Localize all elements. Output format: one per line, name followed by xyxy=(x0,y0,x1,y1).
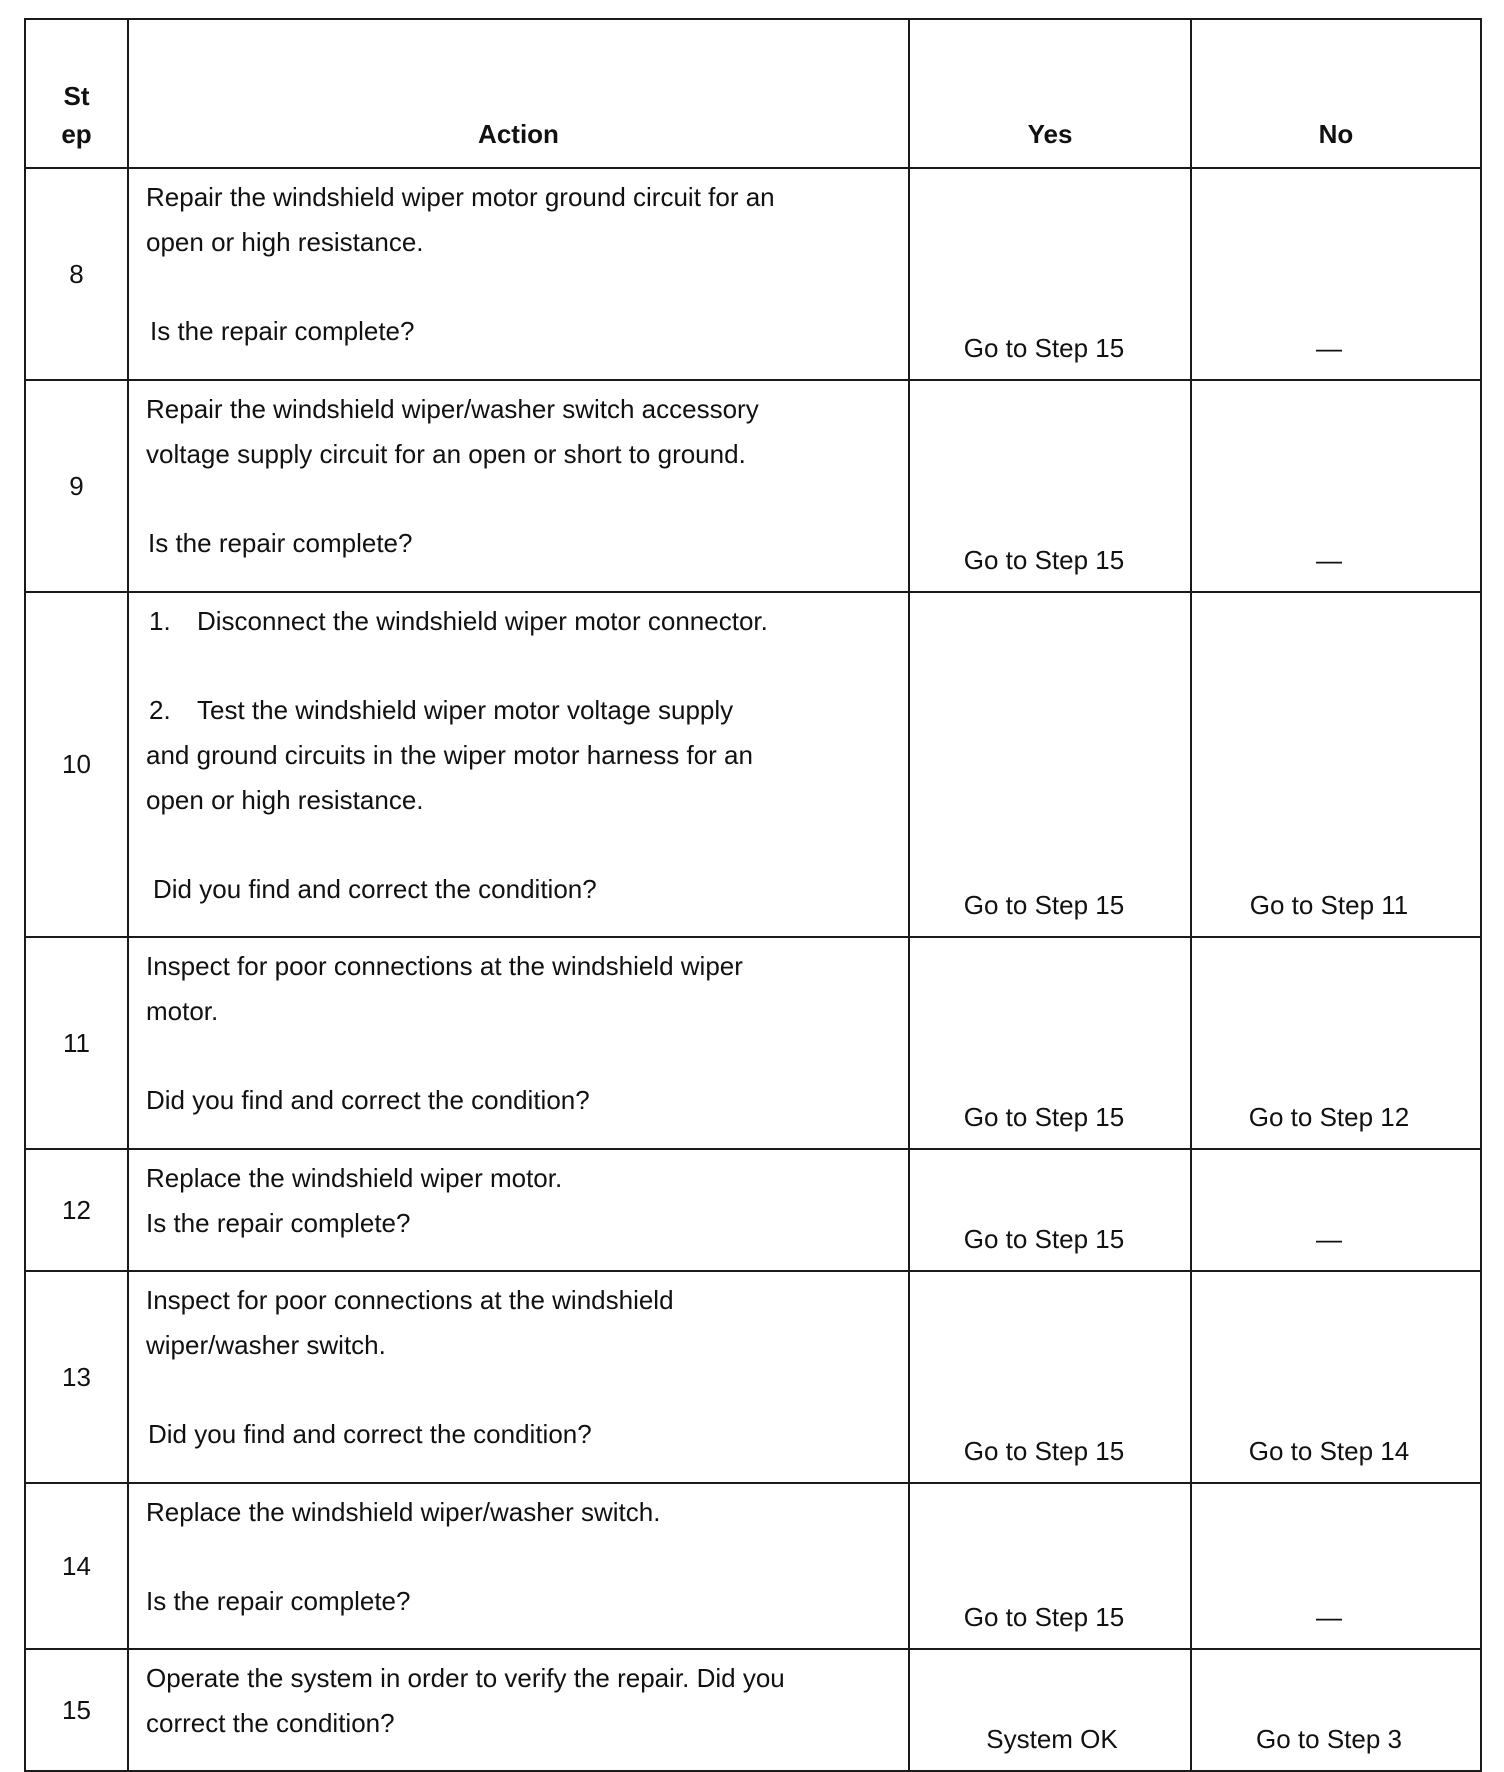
action-question: Did you find and correct the condition? xyxy=(148,1419,592,1449)
action-line: correct the condition? xyxy=(146,1708,395,1738)
action-cell xyxy=(128,168,909,380)
action-question: Is the repair complete? xyxy=(146,1586,411,1616)
no-cell: — xyxy=(1191,380,1481,592)
step-number: 8 xyxy=(25,168,128,380)
action-cell xyxy=(128,592,909,937)
table-row xyxy=(25,937,1481,1149)
table-row xyxy=(25,380,1481,592)
yes-cell: Go to Step 15 xyxy=(909,1483,1191,1649)
diagnostic-steps-table xyxy=(24,18,1482,1772)
action-line: voltage supply circuit for an open or short to ground. xyxy=(146,439,746,469)
header-no: No xyxy=(1191,19,1481,168)
action-line: Replace the windshield wiper/washer switch. xyxy=(146,1497,661,1527)
yes-cell: System OK xyxy=(909,1649,1191,1771)
action-line: Repair the windshield wiper/washer switch accessory xyxy=(146,394,759,424)
action-line: wiper/washer switch. xyxy=(146,1330,386,1360)
no-cell: — xyxy=(1191,1149,1481,1271)
yes-cell: Go to Step 15 xyxy=(909,1149,1191,1271)
action-cell xyxy=(128,937,909,1149)
action-question: Is the repair complete? xyxy=(146,1208,411,1238)
no-cell: Go to Step 14 xyxy=(1191,1271,1481,1483)
step-number: 12 xyxy=(25,1149,128,1271)
action-item-2: 2. Test the windshield wiper motor voltage supply xyxy=(149,695,734,725)
yes-cell: Go to Step 15 xyxy=(909,380,1191,592)
table-row xyxy=(25,592,1481,937)
yes-cell: Go to Step 15 xyxy=(909,1271,1191,1483)
no-cell: Go to Step 3 xyxy=(1191,1649,1481,1771)
yes-cell: Go to Step 15 xyxy=(909,592,1191,937)
step-number: 10 xyxy=(25,592,128,937)
action-question: Did you find and correct the condition? xyxy=(146,1085,590,1115)
step-number: 13 xyxy=(25,1271,128,1483)
action-cell xyxy=(128,1483,909,1649)
action-question: Did you find and correct the condition? xyxy=(153,874,597,904)
action-question: Is the repair complete? xyxy=(148,528,413,558)
action-line: Repair the windshield wiper motor ground circuit for an xyxy=(146,182,775,212)
action-line: open or high resistance. xyxy=(146,227,424,257)
no-cell: Go to Step 12 xyxy=(1191,937,1481,1149)
action-cell xyxy=(128,1149,909,1271)
header-step: Step xyxy=(25,19,128,168)
action-line: Inspect for poor connections at the windshield wiper xyxy=(146,951,743,981)
action-line: Inspect for poor connections at the windshield xyxy=(146,1285,674,1315)
action-cell xyxy=(128,380,909,592)
action-question: Is the repair complete? xyxy=(150,316,415,346)
step-number: 9 xyxy=(25,380,128,592)
no-cell: — xyxy=(1191,1483,1481,1649)
step-number: 14 xyxy=(25,1483,128,1649)
action-cell xyxy=(128,1271,909,1483)
table-row xyxy=(25,1483,1481,1649)
action-line: and ground circuits in the wiper motor harness for an xyxy=(146,740,753,770)
action-item-1: 1. Disconnect the windshield wiper motor connector. xyxy=(149,606,768,636)
header-action: Action xyxy=(128,19,909,168)
table-header-row xyxy=(25,19,1481,168)
yes-cell: Go to Step 15 xyxy=(909,937,1191,1149)
header-yes: Yes xyxy=(909,19,1191,168)
table-row xyxy=(25,168,1481,380)
step-number: 15 xyxy=(25,1649,128,1771)
table-row xyxy=(25,1649,1481,1771)
no-cell: Go to Step 11 xyxy=(1191,592,1481,937)
yes-cell: Go to Step 15 xyxy=(909,168,1191,380)
action-line: Replace the windshield wiper motor. xyxy=(146,1163,563,1193)
table-row xyxy=(25,1271,1481,1483)
table-row xyxy=(25,1149,1481,1271)
no-cell: — xyxy=(1191,168,1481,380)
action-line: open or high resistance. xyxy=(146,785,424,815)
action-line: motor. xyxy=(146,996,219,1026)
action-cell xyxy=(128,1649,909,1771)
step-number: 11 xyxy=(25,937,128,1149)
action-line: Operate the system in order to verify the repair. Did you xyxy=(146,1663,785,1693)
